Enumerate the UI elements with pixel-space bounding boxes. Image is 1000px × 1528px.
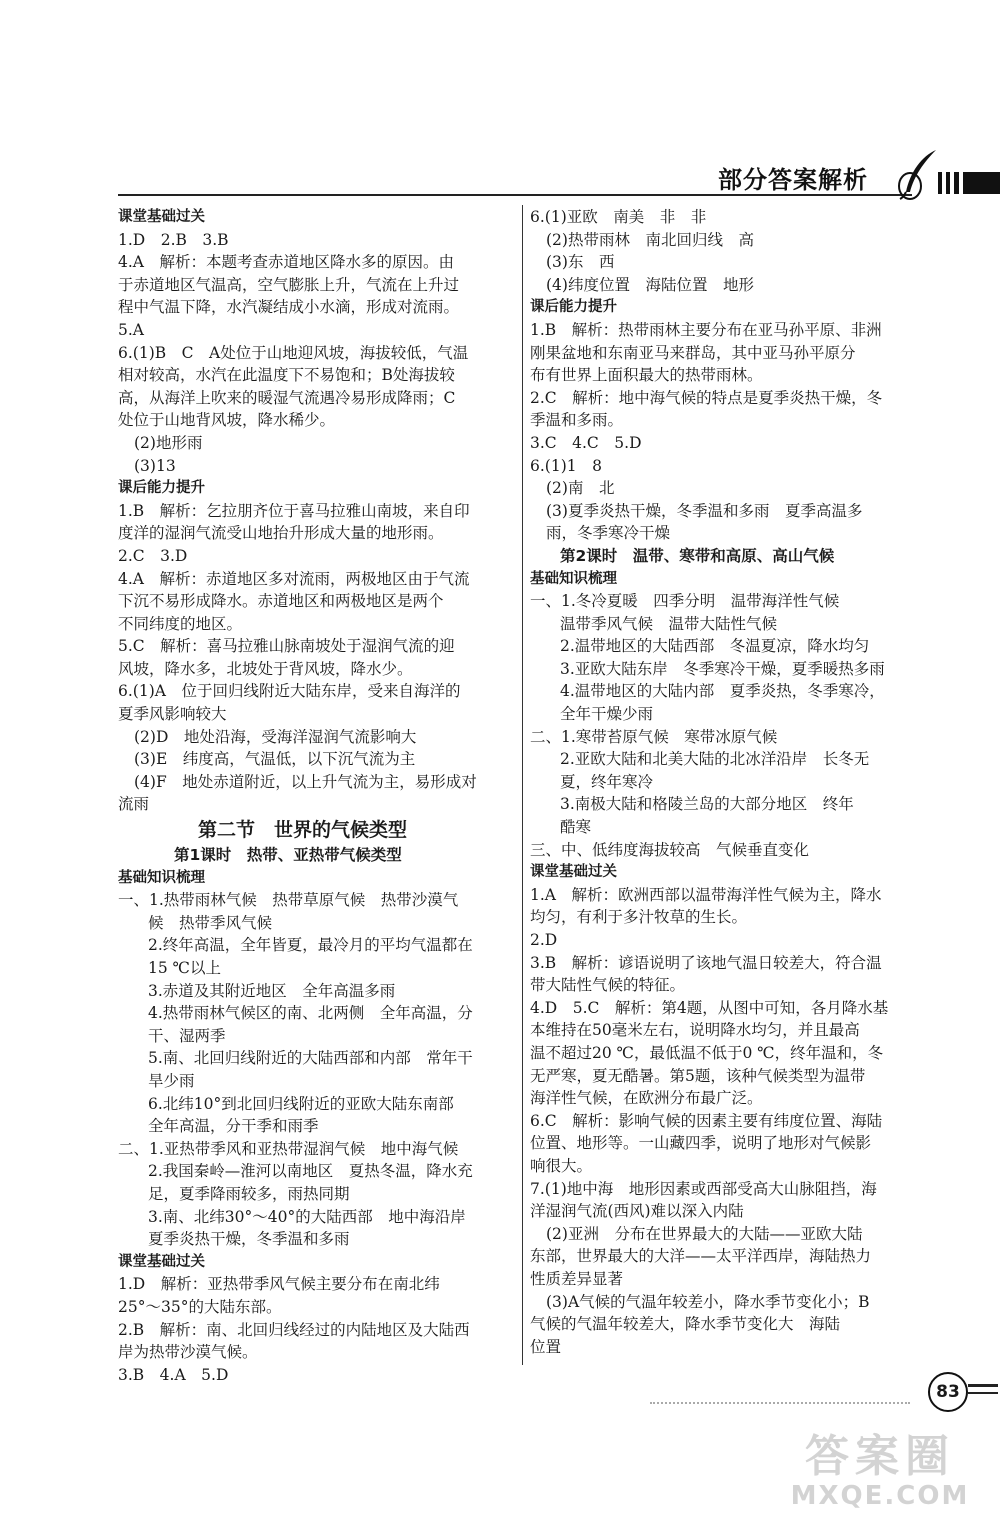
text-line: 4.温带地区的大陆内部 夏季炎热，冬季寒冷， (560, 682, 885, 701)
text-line: 三、中、低纬度海拔较高 气候垂直变化 (530, 840, 810, 859)
text-line: 3.B 4.A 5.D (118, 1365, 229, 1384)
text-line: 温带季风气候 温带大陆性气候 (560, 614, 778, 633)
text-line: 均匀，有利于多汁牧草的生长。 (530, 908, 748, 927)
text-line: (4)F 地处赤道附近，以上升气流为主，易形成对 (134, 772, 477, 791)
text-line: 布有世界上面积最大的热带雨林。 (530, 366, 763, 385)
text-line: 15 ℃以上 (148, 959, 221, 977)
text-line: 6.(1)A 位于回归线附近大陆东岸，受来自海洋的 (118, 682, 461, 701)
text-line: 一、1.热带雨林气候 热带草原气候 热带沙漠气 (118, 891, 459, 910)
text-line: (3)东 西 (546, 253, 615, 272)
text-line: 相对较高，水汽在此温度下不易饱和；B处海拔较 (118, 366, 455, 385)
text-line: 二、1.亚热带季风和亚热带湿润气候 地中海气候 (118, 1139, 459, 1158)
footer-rule-thin (968, 1392, 998, 1394)
section-heading: 课堂基础过关 (530, 864, 617, 881)
text-line: 1.B 解析：乞拉朋齐位于喜马拉雅山南坡，来自印 (118, 501, 470, 520)
section-heading: 课后能力提升 (118, 480, 205, 497)
text-line: 无严寒，夏无酷暑。第5题，该种气候类型为温带 (530, 1066, 866, 1085)
watermark-url: MXQE.COM (790, 1481, 970, 1511)
watermark-logo-text: 答案圈 (805, 1431, 955, 1482)
text-line: 度洋的湿润气流受山地抬升形成大量的地形雨。 (118, 524, 444, 543)
text-line: 5.南、北回归线附近的大陆西部和内部 常年干 (148, 1049, 473, 1068)
text-line: 岸为热带沙漠气候。 (118, 1343, 258, 1362)
text-line: 带大陆性气候的特征。 (530, 976, 686, 995)
text-line: 2.亚欧大陆和北美大陆的北冰洋沿岸 长冬无 (560, 750, 870, 769)
text-line: (2)亚洲 分布在世界最大的大陆——亚欧大陆 (546, 1224, 863, 1243)
text-line: 6.C 解析：影响气候的因素主要有纬度位置、海陆 (530, 1111, 883, 1130)
text-line: (3)E 纬度高，气温低，以下沉气流为主 (134, 750, 416, 769)
text-line: (2)地形雨 (134, 433, 203, 452)
text-line: 下沉不易形成降水。赤道地区和两极地区是两个 (118, 592, 444, 611)
right-column (530, 206, 910, 1358)
text-line: 4.D 5.C 解析：第4题，从图中可知，各月降水基 (530, 998, 889, 1017)
text-line: 夏季风影响较大 (118, 705, 227, 724)
quill-pen-icon (896, 148, 940, 200)
page-footer (0, 1372, 1000, 1412)
section-heading: 课堂基础过关 (118, 1253, 205, 1270)
text-line: 风坡，降水多，北坡处于背风坡，降水少。 (118, 659, 413, 678)
text-line: 5.A (118, 320, 144, 339)
text-line: 3.南、北纬30°～40°的大陆西部 地中海沿岸 (148, 1207, 466, 1226)
text-line: 3.赤道及其附近地区 全年高温多雨 (148, 981, 396, 1000)
text-line: 位置、地形等。一山藏四季，说明了地形对气候影 (530, 1134, 872, 1153)
text-line: 干、湿两季 (148, 1026, 226, 1045)
text-line: 5.C 解析：喜马拉雅山脉南坡处于湿润气流的迎 (118, 637, 455, 656)
text-line: 夏季炎热干燥，冬季温和多雨 (148, 1230, 350, 1249)
text-line: 不同纬度的地区。 (118, 614, 243, 633)
text-line: 气候的气温年较差大，降水季节变化大 海陆 (530, 1315, 841, 1334)
text-line: (4)纬度位置 海陆位置 地形 (546, 275, 754, 294)
text-line: 2.我国秦岭—淮河以南地区 夏热冬温，降水充 (148, 1162, 473, 1181)
text-line: 3.亚欧大陆东岸 冬季寒冷干燥，夏季暖热多雨 (560, 659, 885, 678)
text-line: 3.C 4.C 5.D (530, 433, 642, 452)
text-line: 足，夏季降雨较多，雨热同期 (148, 1184, 350, 1203)
text-line: 1.D 解析：亚热带季风气候主要分布在南北纬 (118, 1275, 440, 1294)
section-heading: 课后能力提升 (530, 299, 617, 316)
lesson-title: 第1课时 热带、亚热带气候类型 (174, 846, 402, 865)
text-line: 全年高温，分干季和雨季 (148, 1117, 319, 1136)
text-line: 程中气温下降，水汽凝结成小水滴，形成对流雨。 (118, 298, 460, 317)
section-title: 部分答案解析 (718, 166, 868, 194)
text-line: 2.C 3.D (118, 546, 188, 565)
text-line: 6.(1)B C A处位于山地迎风坡，海拔较低，气温 (118, 343, 469, 362)
column-divider (522, 205, 523, 1365)
text-line: 位置 (530, 1337, 562, 1356)
text-line: 4.A 解析：本题考查赤道地区降水多的原因。由 (118, 253, 454, 272)
text-line: 刚果盆地和东南亚马来群岛，其中亚马孙平原分 (530, 343, 856, 362)
text-line: 旱少雨 (148, 1071, 195, 1090)
text-line: 4.热带雨林气候区的南、北两侧 全年高温，分 (148, 1004, 473, 1023)
lesson-title: 第2课时 温带、寒带和高原、高山气候 (560, 546, 835, 565)
text-line: 响很大。 (530, 1156, 593, 1175)
text-line: 于赤道地区气温高，空气膨胀上升，气流在上升过 (118, 275, 460, 294)
text-line: 二、1.寒带苔原气候 寒带冰原气候 (530, 727, 778, 746)
text-line: 6.(1)1 8 (530, 456, 602, 475)
text-line: 3.南极大陆和格陵兰岛的大部分地区 终年 (560, 795, 854, 814)
text-line: 6.(1)亚欧 南美 非 非 (530, 208, 707, 226)
text-line: 3.B 解析：谚语说明了该地气温日较差大，符合温 (530, 953, 882, 972)
text-line: 洋湿润气流(西风)难以深入内陆 (530, 1202, 744, 1221)
chapter-title: 第二节 世界的气候类型 (198, 819, 408, 842)
text-line: 夏，终年寒冷 (560, 772, 654, 791)
text-line: 2.终年高温，全年皆夏，最冷月的平均气温都在 (148, 936, 473, 955)
text-line: 高，从海洋上吹来的暖湿气流遇冷易形成降雨；C (118, 388, 456, 407)
text-line: (2)南 北 (546, 479, 615, 498)
section-heading: 课堂基础过关 (118, 209, 205, 225)
text-line: 2.B 解析：南、北回归线经过的内陆地区及大陆西 (118, 1320, 470, 1339)
page-number: 83 (928, 1372, 968, 1412)
text-line: 25°～35°的大陆东部。 (118, 1297, 282, 1316)
text-line: 2.D (530, 931, 558, 949)
text-line: 一、1.冬冷夏暖 四季分明 温带海洋性气候 (530, 592, 840, 611)
text-line: (2)D 地处沿海，受海洋湿润气流影响大 (134, 727, 417, 746)
text-line: 季温和多雨。 (530, 411, 624, 430)
section-heading: 基础知识梳理 (530, 570, 617, 587)
text-line: 雨，冬季寒冷干燥 (546, 524, 671, 543)
text-line: 6.北纬10°到北回归线附近的亚欧大陆东南部 (148, 1094, 454, 1113)
text-line: (3)13 (134, 456, 176, 475)
text-line: 流雨 (118, 795, 150, 814)
text-line: 2.C 解析：地中海气候的特点是夏季炎热干燥，冬 (530, 388, 883, 407)
text-line: 性质差异显著 (530, 1269, 624, 1288)
text-line: 7.(1)地中海 地形因素或西部受高大山脉阻挡，海 (530, 1179, 877, 1198)
text-line: 1.A 解析：欧洲西部以温带海洋性气候为主，降水 (530, 885, 882, 904)
section-heading: 基础知识梳理 (118, 869, 205, 886)
page-header (0, 150, 1000, 200)
text-line: 东部，世界最大的大洋——太平洋西岸，海陆热力 (530, 1247, 872, 1266)
text-line: 1.B 解析：热带雨林主要分布在亚马孙平原、非洲 (530, 320, 882, 339)
text-line: (3)A气候的气温年较差小，降水季节变化小；B (546, 1292, 870, 1311)
footer-rule (968, 1384, 998, 1387)
text-line: 候 热带季风气候 (148, 913, 273, 932)
text-line: (2)热带雨林 南北回归线 高 (546, 230, 754, 249)
text-line: 4.A 解析：赤道地区多对流雨，两极地区由于气流 (118, 569, 470, 588)
header-rule (118, 194, 912, 196)
text-line: 处位于山地背风坡，降水稀少。 (118, 411, 336, 430)
text-line: 1.D 2.B 3.B (118, 230, 229, 249)
footer-dots (650, 1402, 910, 1404)
header-bars-decoration (938, 172, 1000, 194)
text-line: (3)夏季炎热干燥，冬季温和多雨 夏季高温多 (546, 501, 863, 520)
left-column (118, 206, 518, 1386)
text-line: 温不超过20 ℃，最低温不低于0 ℃，终年温和，冬 (530, 1043, 884, 1062)
text-line: 海洋性气候，在欧洲分布最广泛。 (530, 1089, 763, 1108)
text-line: 本维持在50毫米左右，说明降水均匀，并且最高 (530, 1021, 860, 1040)
text-line: 全年干燥少雨 (560, 705, 654, 724)
watermark (782, 1432, 978, 1510)
text-line: 2.温带地区的大陆西部 冬温夏凉，降水均匀 (560, 637, 870, 656)
text-line: 酷寒 (560, 818, 592, 837)
